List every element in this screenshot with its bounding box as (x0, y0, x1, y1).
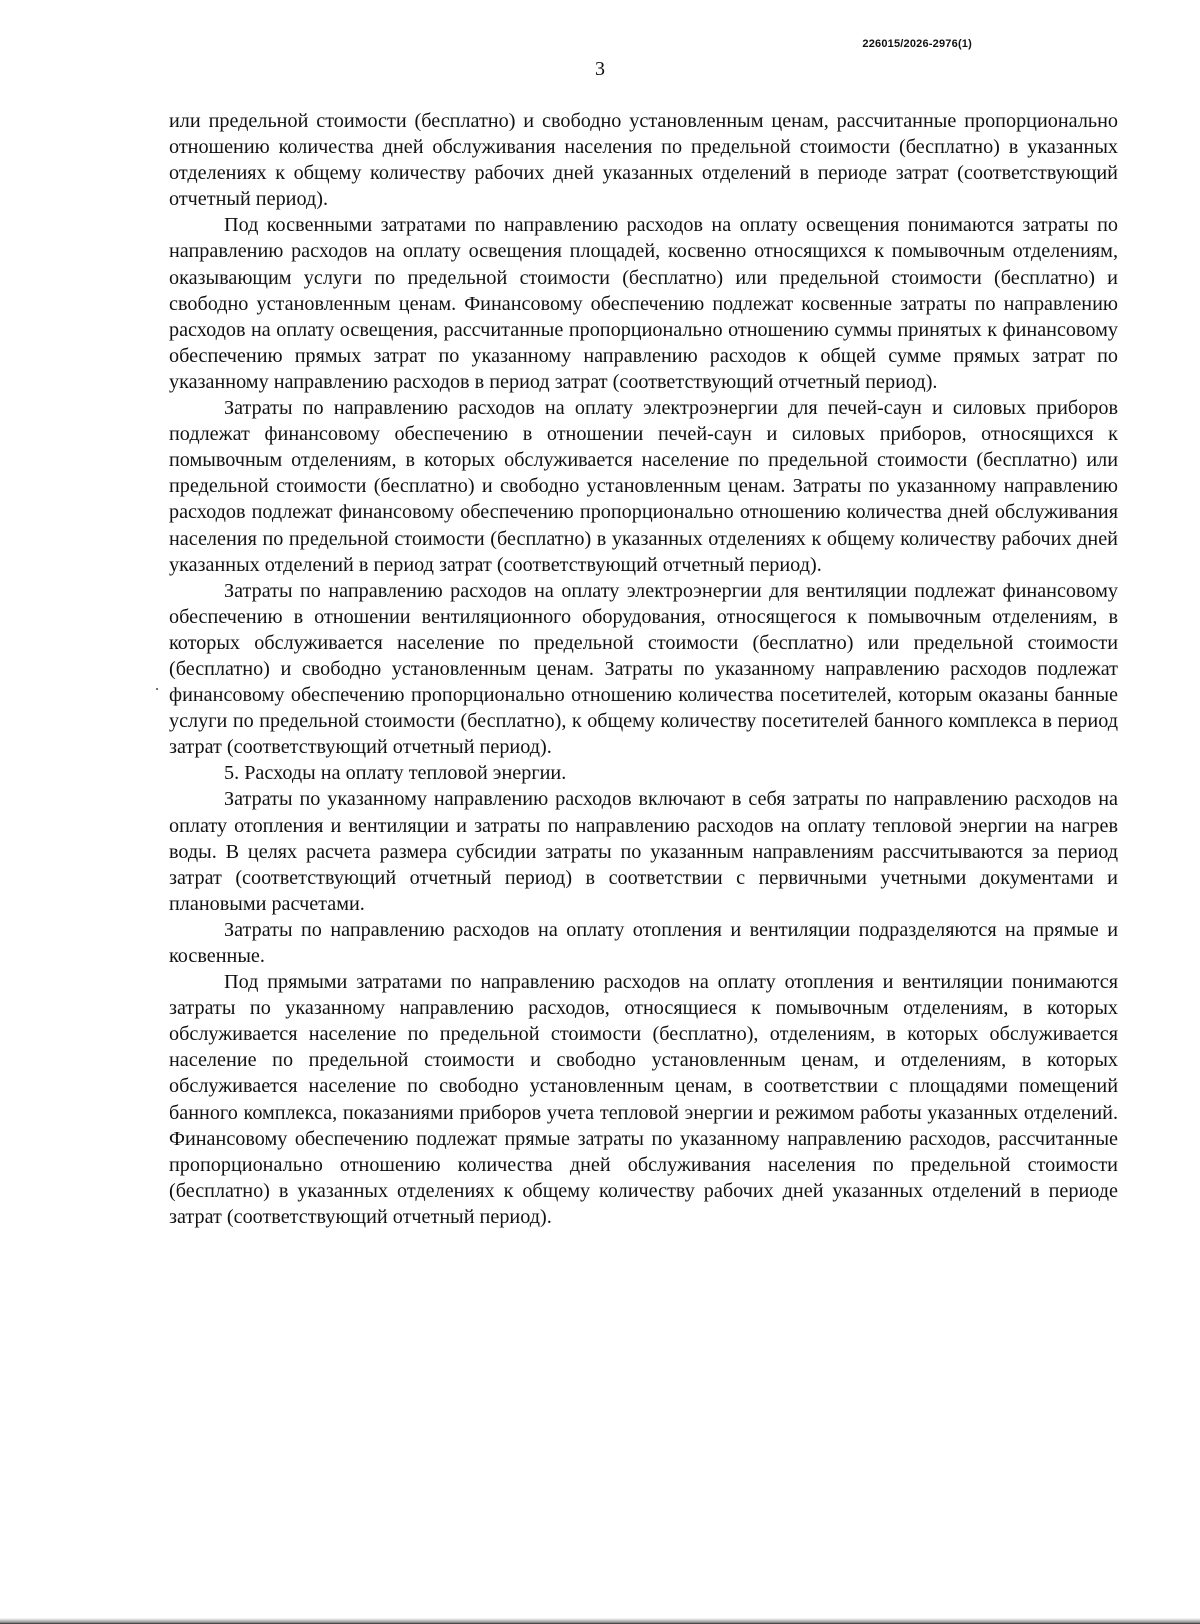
paragraph: Затраты по направлению расходов на оплату электроэнергии для печей-саун и силовых приборов подлежат финансовому обеспечению в отношении печей-саун и силовых приборов, относящихся к помывочным отделениям, в которых обслуживается население по предельной стоимости (бесплатно) или предельной стоимости (бесплатно) и свободно установленным ценам. Затраты по указанному направлению расходов подлежат финансовому обеспечению пропорционально отношению количества дней обслуживания населения по предельной стоимости (бесплатно) в указанных отделениях к общему количеству рабочих дней указанных отделений в период затрат (соответствующий отчетный период). (169, 397, 1118, 576)
paragraph: Под прямыми затратами по направлению расходов на оплату отопления и вентиляции понимаются затраты по указанному направлению расходов, относящиеся к помывочным отделениям, в которых обслуживается население по предельной стоимости (бесплатно), отделениям, в которых обслуживается население по предельной стоимости и свободно установленным ценам, и отделениям, в которых обслуживается население по свободно установленным ценам, в соответствии с площадями помещений банного комплекса, показаниями приборов учета тепловой энергии и режимом работы указанных отделений. Финансовому обеспечению подлежат прямые затраты по указанному направлению расходов, рассчитанные пропорционально отношению количества дней обслуживания населения по предельной стоимости (бесплатно) в указанных отделениях к общему количеству рабочих дней указанных отделений в периоде затрат (соответствующий отчетный период). (169, 971, 1118, 1228)
document-id: 226015/2026-2976(1) (862, 38, 972, 50)
paragraph: или предельной стоимости (бесплатно) и свободно установленным ценам, рассчитанные пропорционально отношению количества дней обслуживания населения по предельной стоимости (бесплатно) в указанных отделениях к общему количеству рабочих дней указанных отделений в периоде затрат (соответствующий отчетный период). (169, 110, 1118, 211)
paragraph: Затраты по указанному направлению расходов включают в себя затраты по направлению расходов на оплату отопления и вентиляции и затраты по направлению расходов на оплату тепловой энергии на нагрев воды. В целях расчета размера субсидии затраты по указанным направлениям рассчитываются за период затрат (соответствующий отчетный период) в соответствии с первичными учетными документами и плановыми расчетами. (169, 788, 1118, 915)
scan-speck (156, 688, 158, 690)
paragraph: Затраты по направлению расходов на оплату электроэнергии для вентиляции подлежат финансовому обеспечению в отношении вентиляционного оборудования, относящегося к помывочным отделениям, в которых обслуживается население по предельной стоимости (бесплатно) или предельной стоимости (бесплатно) и свободно установленным ценам. Затраты по указанному направлению расходов подлежат финансовому обеспечению пропорционально отношению количества посетителей, которым оказаны банные услуги по предельной стоимости (бесплатно), к общему количеству посетителей банного комплекса в период затрат (соответствующий отчетный период). (169, 579, 1118, 759)
paragraph: Под косвенными затратами по направлению расходов на оплату освещения понимаются затраты по направлению расходов на оплату освещения площадей, косвенно относящихся к помывочным отделениям, оказывающим услуги по предельной стоимости (бесплатно) или предельной стоимости (бесплатно) и свободно установленным ценам. Финансовому обеспечению подлежат косвенные затраты по направлению расходов на оплату освещения, рассчитанные пропорционально отношению суммы принятых к финансовому обеспечению прямых затрат по указанному направлению расходов к общей сумме прямых затрат по указанному направлению расходов в период затрат (соответствующий отчетный период). (169, 214, 1118, 393)
section-heading: 5. Расходы на оплату тепловой энергии. (224, 762, 567, 785)
document-body (169, 108, 1118, 1230)
page-number: 3 (595, 58, 605, 80)
paragraph: Затраты по направлению расходов на оплату отопления и вентиляции подразделяются на прямые и косвенные. (169, 918, 1118, 967)
scan-bottom-edge (0, 1618, 1200, 1624)
